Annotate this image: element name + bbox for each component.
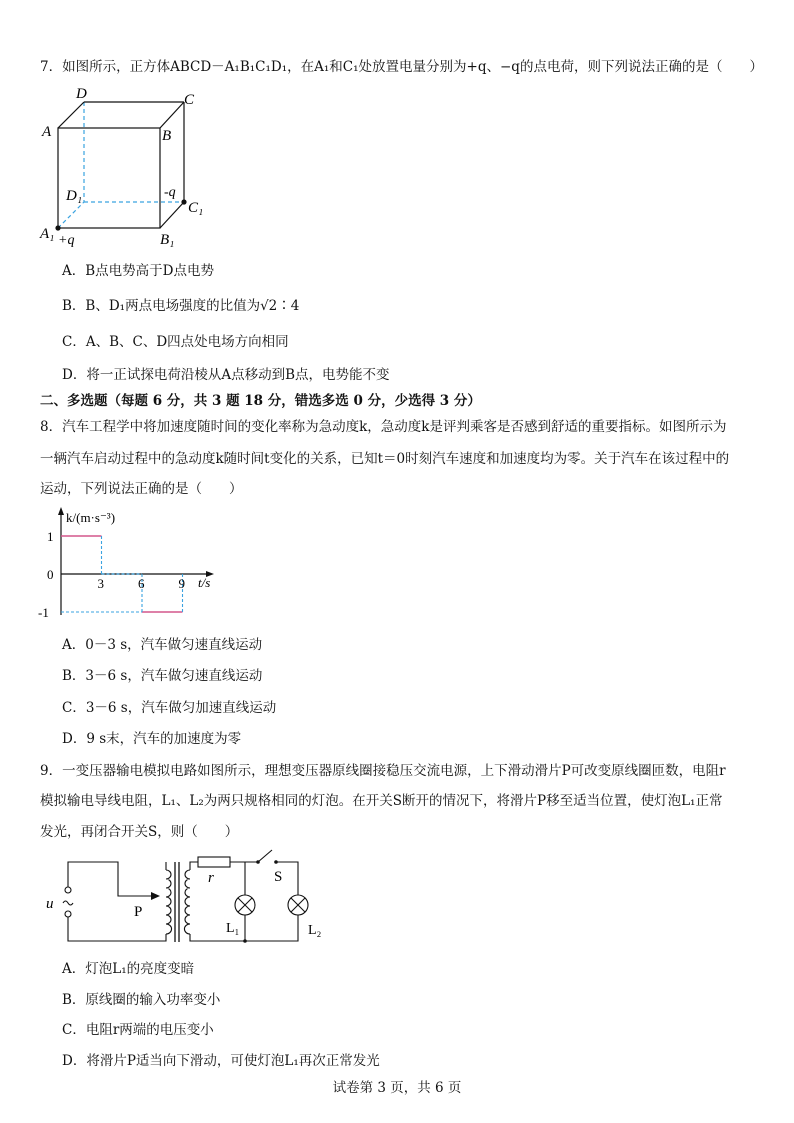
q8-option-a: A．0－3 s，汽车做匀速直线运动	[62, 637, 263, 653]
q7-stem: 7．如图所示，正方体ABCD－A₁B₁C₁D₁，在A₁和C₁处放置电量分别为+q、−q的点电荷，则下列说法正确的是（ ）	[40, 59, 763, 75]
label-B: B	[162, 128, 172, 144]
q9-option-d: D．将滑片P适当向下滑动，可使灯泡L₁再次正常发光	[62, 1053, 380, 1069]
charge-c1-dot	[181, 199, 186, 204]
secondary-coil	[184, 870, 190, 934]
label-plus-q: +q	[58, 233, 75, 248]
label-A: A	[42, 124, 52, 140]
q8-stem-line-1: 8．汽车工程学中将加速度随时间的变化率称为急动度k，急动度k是评判乘客是否感到舒适的重要指标。如图所示为	[40, 419, 727, 435]
q7-option-b: B．B、D₁两点电场强度的比值为√2∶4	[62, 298, 300, 314]
charge-a1-dot	[55, 225, 60, 230]
q7-option-a: A．B点电势高于D点电势	[62, 263, 214, 279]
label-P: P	[134, 904, 143, 920]
switch-s[interactable]	[258, 850, 272, 862]
jerk-time-chart	[30, 505, 230, 620]
label-A1: A₁	[40, 226, 55, 242]
cube-figure	[34, 86, 214, 248]
y-tick-label-2: -1	[38, 605, 49, 620]
q8-stem-line-2: 一辆汽车启动过程中的急动度k随时间t变化的关系，已知t＝0时刻汽车速度和加速度均为零。关于汽车在该过程中的	[40, 451, 730, 467]
q8-option-b: B．3－6 s，汽车做匀速直线运动	[62, 668, 263, 684]
q7-option-d: D．将一正试探电荷沿棱从A点移动到B点，电势能不变	[62, 367, 390, 383]
label-C: C	[184, 92, 195, 108]
label-u: u	[46, 896, 54, 912]
y-axis-arrow	[58, 507, 64, 515]
circuit-figure	[40, 848, 340, 953]
q8-stem-line-3: 运动，下列说法正确的是（ ）	[40, 481, 243, 497]
y-axis-label: k/(m·s⁻³)	[66, 510, 116, 525]
q9-stem-line-1: 9．一变压器输电模拟电路如图所示，理想变压器原线圈接稳压交流电源，上下滑动滑片P可改变原线圈匝数，电阻r	[40, 763, 726, 779]
edge-a1d1	[58, 202, 84, 228]
q9-option-a: A．灯泡L₁的亮度变暗	[62, 961, 195, 977]
label-S: S	[274, 869, 283, 885]
q8-option-d: D．9 s末，汽车的加速度为零	[62, 731, 242, 747]
x-tick-label-6: 6	[138, 576, 145, 591]
label-B1: B₁	[160, 232, 175, 248]
ac-symbol	[63, 901, 73, 905]
x-axis-label: t/s	[198, 575, 211, 590]
label-r: r	[208, 870, 214, 886]
section-heading: 二、多选题（每题 6 分，共 3 题 18 分，错选多选 0 分，少选得 3 分）	[40, 393, 481, 409]
label-D: D	[76, 86, 87, 102]
primary-coil	[166, 870, 172, 934]
x-tick-label-3: 3	[97, 576, 104, 591]
q9-option-b: B．原线圈的输入功率变小	[62, 992, 221, 1008]
q8-option-c: C．3－6 s，汽车做匀加速直线运动	[62, 700, 277, 716]
label-minus-q: -q	[164, 185, 176, 200]
q9-stem-line-3: 发光，再闭合开关S，则（ ）	[40, 824, 239, 840]
x-tick-label-9: 9	[178, 576, 185, 591]
page-footer: 试卷第 3 页，共 6 页	[332, 1080, 462, 1096]
resistor-r	[198, 857, 230, 867]
y-tick-label-0: 1	[47, 529, 54, 544]
y-tick-label-1: 0	[47, 567, 54, 582]
q9-stem-line-2: 模拟输电导线电阻，L₁、L₂为两只规格相同的灯泡。在开关S断开的情况下，将滑片P移至适当位置，使灯泡L₁正常	[40, 793, 723, 809]
label-L1: L₁	[226, 921, 240, 936]
q7-option-c: C．A、B、C、D四点处电场方向相同	[62, 334, 289, 350]
label-L2: L₂	[308, 923, 322, 938]
label-D1: D₁	[66, 188, 83, 204]
q9-option-c: C．电阻r两端的电压变小	[62, 1022, 214, 1038]
slider-p-arrow[interactable]	[151, 892, 160, 900]
label-C1: C₁	[188, 200, 204, 216]
